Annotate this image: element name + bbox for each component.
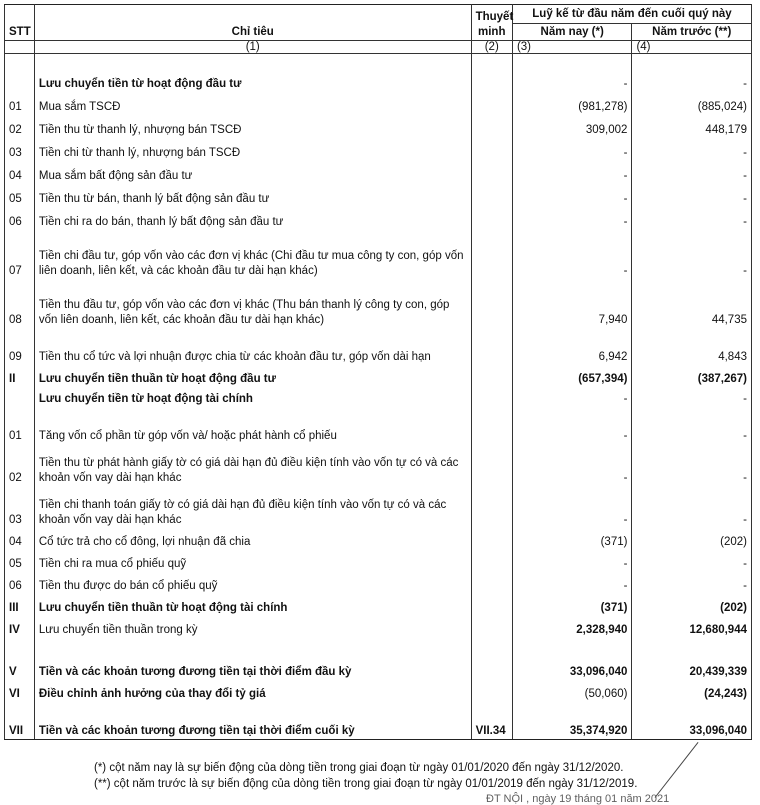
cell-previous: - — [632, 486, 752, 528]
table-row — [5, 207, 752, 230]
cell-previous: - — [632, 138, 752, 161]
cell-previous: 20,439,339 — [632, 638, 752, 680]
cell-current: 33,096,040 — [512, 638, 632, 680]
cell-stt: 08 — [5, 279, 35, 328]
cell-note — [471, 616, 512, 638]
section-heading-financing — [5, 387, 752, 407]
cell-current: - — [512, 550, 632, 572]
cell-current: (981,278) — [512, 92, 632, 115]
cell-note — [471, 407, 512, 444]
cell-stt: 06 — [5, 207, 35, 230]
col-num-3: (3) — [512, 41, 632, 54]
cell-note: VII.34 — [471, 702, 512, 740]
table-row-subtotal — [5, 594, 752, 616]
col-num-1: (1) — [34, 41, 471, 54]
cell-current: - — [512, 230, 632, 279]
stamp-edge-line — [655, 742, 699, 798]
section-heading-label: Lưu chuyển tiền từ hoạt động đầu tư — [34, 54, 471, 92]
cell-indicator: Mua sắm TSCĐ — [34, 92, 471, 115]
cell-note — [471, 444, 512, 486]
cell-previous: - — [632, 550, 752, 572]
cell-stt: 01 — [5, 92, 35, 115]
cell-indicator: Tăng vốn cổ phần từ góp vốn và/ hoặc phát hành cổ phiếu — [34, 407, 471, 444]
cell-previous: 44,735 — [632, 279, 752, 328]
cell-note — [471, 680, 512, 702]
cell-indicator: Tiền và các khoản tương đương tiền tại thời điểm cuối kỳ — [34, 702, 471, 740]
cell-note — [471, 638, 512, 680]
col-num-4: (4) — [632, 41, 752, 54]
footnote-previous-year: (**) cột năm trước là sự biến động của dòng tiền trong giai đoạn từ ngày 01/01/2019 đến ngày 31/12/2019. — [94, 778, 638, 790]
cell-note — [471, 365, 512, 387]
header-stt: STT — [5, 5, 35, 41]
cell-stt: 03 — [5, 138, 35, 161]
cell-previous: 448,179 — [632, 115, 752, 138]
cell-stt: 03 — [5, 486, 35, 528]
cell-indicator: Tiền chi ra do bán, thanh lý bất động sản đầu tư — [34, 207, 471, 230]
table-row — [5, 550, 752, 572]
cell-indicator: Tiền chi từ thanh lý, nhượng bán TSCĐ — [34, 138, 471, 161]
cell-previous: - — [632, 54, 752, 92]
cell-current: - — [512, 572, 632, 594]
cell-previous: 4,843 — [632, 328, 752, 365]
cell-note — [471, 207, 512, 230]
table-row — [5, 92, 752, 115]
cell-note — [471, 594, 512, 616]
cell-current: 6,942 — [512, 328, 632, 365]
cell-indicator: Lưu chuyển tiền thuần từ hoạt động tài chính — [34, 594, 471, 616]
cell-stt: II — [5, 365, 35, 387]
table-row — [5, 184, 752, 207]
cell-note — [471, 230, 512, 279]
cell-stt: 07 — [5, 230, 35, 279]
cell-previous: (24,243) — [632, 680, 752, 702]
cell-current: 35,374,920 — [512, 702, 632, 740]
cell-indicator: Tiền chi thanh toán giấy tờ có giá dài hạn đủ điều kiện tính vào vốn tự có và các khoản vốn vay dài hạn khác — [34, 486, 471, 528]
cell-current: - — [512, 444, 632, 486]
cell-previous: 12,680,944 — [632, 616, 752, 638]
cell-indicator: Tiền thu đầu tư, góp vốn vào các đơn vị khác (Thu bán thanh lý công ty con, góp vốn liên doanh, liên kết, các khoản đầu tư dài hạn khác) — [34, 279, 471, 328]
col-num-stt — [5, 41, 35, 54]
table-row — [5, 138, 752, 161]
cell-stt: 02 — [5, 115, 35, 138]
cell-indicator: Mua sắm bất động sản đầu tư — [34, 161, 471, 184]
cell-stt: VI — [5, 680, 35, 702]
header-current-year: Năm nay (*) — [512, 24, 632, 41]
cell-indicator: Tiền và các khoản tương đương tiền tại thời điểm đầu kỳ — [34, 638, 471, 680]
table-row — [5, 115, 752, 138]
table-row-total — [5, 638, 752, 680]
header-cumulative: Luỹ kế từ đầu năm đến cuối quý này — [512, 5, 751, 24]
table-row — [5, 230, 752, 279]
cell-indicator: Tiền chi đầu tư, góp vốn vào các đơn vị khác (Chi đầu tư mua công ty con, góp vốn liên doanh, liên kết, và các khoản đầu tư dài hạn khác) — [34, 230, 471, 279]
cell-previous: (202) — [632, 594, 752, 616]
cell-note — [471, 550, 512, 572]
section-heading-label: Lưu chuyển tiền từ hoạt động tài chính — [34, 387, 471, 407]
table-row — [5, 279, 752, 328]
table-row — [5, 444, 752, 486]
footnote-current-year: (*) cột năm nay là sự biến động của dòng tiền trong giai đoạn từ ngày 01/01/2020 đến ngày 31/12/2020. — [94, 762, 624, 774]
cell-note — [471, 115, 512, 138]
table-row — [5, 407, 752, 444]
cell-current: (50,060) — [512, 680, 632, 702]
cell-note — [471, 138, 512, 161]
cell-current: - — [512, 486, 632, 528]
cell-previous: - — [632, 572, 752, 594]
cell-previous: - — [632, 444, 752, 486]
cell-note — [471, 486, 512, 528]
cell-note — [471, 92, 512, 115]
cell-stt: 06 — [5, 572, 35, 594]
cell-stt: 09 — [5, 328, 35, 365]
table-row — [5, 161, 752, 184]
cell-current: - — [512, 184, 632, 207]
cell-indicator: Tiền thu từ bán, thanh lý bất động sản đầu tư — [34, 184, 471, 207]
cell-current: - — [512, 161, 632, 184]
cell-note — [471, 572, 512, 594]
table-row-total — [5, 616, 752, 638]
cell-previous: - — [632, 407, 752, 444]
cell-indicator: Điều chỉnh ảnh hưởng của thay đổi tỷ giá — [34, 680, 471, 702]
cell-previous: - — [632, 161, 752, 184]
cell-previous: 33,096,040 — [632, 702, 752, 740]
cell-current: (371) — [512, 594, 632, 616]
cash-flow-table — [4, 4, 752, 740]
table-row — [5, 528, 752, 550]
cell-stt: IV — [5, 616, 35, 638]
table-row — [5, 486, 752, 528]
cell-indicator: Lưu chuyển tiền thuần từ hoạt động đầu tư — [34, 365, 471, 387]
cell-current: 309,002 — [512, 115, 632, 138]
cell-stt: 05 — [5, 184, 35, 207]
table-row-total — [5, 680, 752, 702]
cell-previous: - — [632, 230, 752, 279]
header-note — [471, 5, 512, 41]
cell-previous: - — [632, 387, 752, 407]
header-indicator: Chỉ tiêu — [34, 5, 471, 41]
cell-indicator: Tiền thu cổ tức và lợi nhuận được chia từ các khoản đầu tư, góp vốn dài hạn — [34, 328, 471, 365]
cell-previous: (387,267) — [632, 365, 752, 387]
cell-current: 2,328,940 — [512, 616, 632, 638]
table-row — [5, 328, 752, 365]
table-row-subtotal — [5, 365, 752, 387]
cell-current: (657,394) — [512, 365, 632, 387]
header-note-line1: Thuyết — [475, 11, 514, 23]
cell-previous: - — [632, 184, 752, 207]
cell-indicator: Tiền chi ra mua cổ phiếu quỹ — [34, 550, 471, 572]
cell-current: - — [512, 387, 632, 407]
header-previous-year: Năm trước (**) — [632, 24, 752, 41]
cell-stt: VII — [5, 702, 35, 740]
cell-current: - — [512, 54, 632, 92]
cell-stt: 04 — [5, 528, 35, 550]
cell-current: - — [512, 138, 632, 161]
cell-current: - — [512, 207, 632, 230]
cell-current: 7,940 — [512, 279, 632, 328]
cell-previous: (202) — [632, 528, 752, 550]
stamp-partial-text: ĐT NỘI , ngày 19 tháng 01 năm 2021 — [486, 793, 670, 805]
cell-current: (371) — [512, 528, 632, 550]
cell-stt: 05 — [5, 550, 35, 572]
cell-current: - — [512, 407, 632, 444]
cell-note — [471, 528, 512, 550]
cell-note — [471, 161, 512, 184]
cell-stt: V — [5, 638, 35, 680]
cell-stt: 01 — [5, 407, 35, 444]
cell-indicator: Tiền thu được do bán cổ phiếu quỹ — [34, 572, 471, 594]
cell-previous: (885,024) — [632, 92, 752, 115]
table-row-total — [5, 702, 752, 740]
cell-indicator: Cổ tức trả cho cổ đông, lợi nhuận đã chia — [34, 528, 471, 550]
cell-note — [471, 328, 512, 365]
col-num-2: (2) — [471, 41, 512, 54]
cell-indicator: Tiền thu từ phát hành giấy tờ có giá dài hạn đủ điều kiện tính vào vốn tự có và các khoản vốn vay dài hạn khác — [34, 444, 471, 486]
table-row — [5, 572, 752, 594]
cell-note — [471, 184, 512, 207]
cell-indicator: Lưu chuyển tiền thuần trong kỳ — [34, 616, 471, 638]
cell-note — [471, 279, 512, 328]
cell-stt: 02 — [5, 444, 35, 486]
cell-previous: - — [632, 207, 752, 230]
cell-indicator: Tiền thu từ thanh lý, nhượng bán TSCĐ — [34, 115, 471, 138]
cell-stt: 04 — [5, 161, 35, 184]
cell-stt: III — [5, 594, 35, 616]
section-heading-investing — [5, 54, 752, 92]
header-note-line2: minh — [478, 26, 506, 38]
